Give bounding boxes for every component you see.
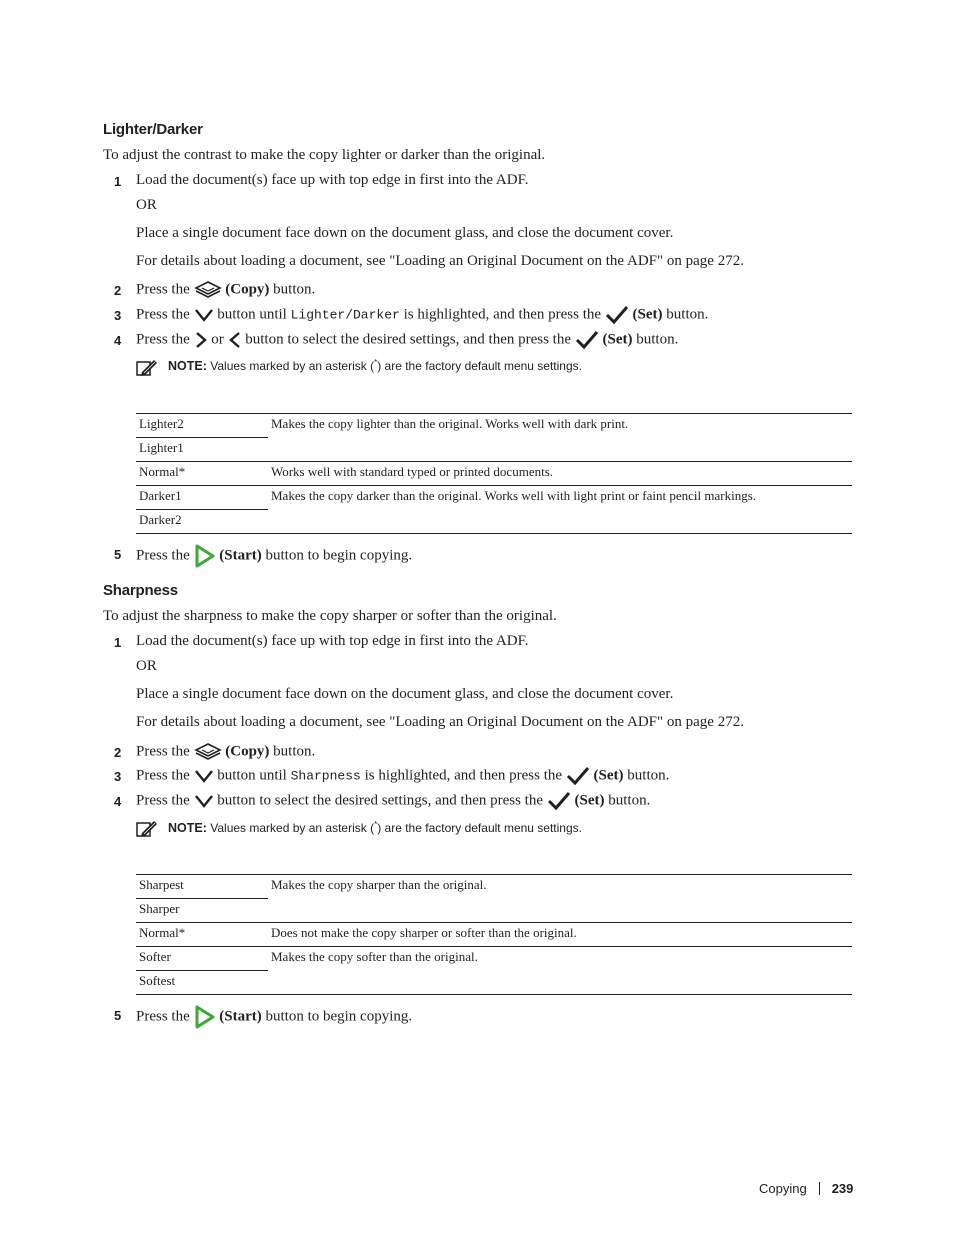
page-footer bbox=[759, 1181, 853, 1196]
note bbox=[168, 820, 582, 835]
step-text: button to select the desired settings, and then press the bbox=[245, 331, 572, 348]
step-line bbox=[136, 791, 650, 811]
option-description: Makes the copy lighter than the original. Works well with dark print. bbox=[268, 414, 852, 462]
check-icon bbox=[547, 791, 571, 811]
step-text: button. bbox=[666, 306, 709, 323]
step-text: button to begin copying. bbox=[265, 1008, 413, 1025]
option-name: Darker2 bbox=[136, 510, 268, 534]
step-details-text: For details about loading a document, see "Loading an Original Document on the ADF" on page 272. bbox=[136, 714, 744, 730]
section-heading-lighter-darker: Lighter/Darker bbox=[103, 121, 203, 138]
note-label: NOTE: bbox=[168, 821, 207, 835]
step-text: Load the document(s) face up with top edge in first into the ADF. bbox=[136, 172, 529, 188]
or-text: or bbox=[211, 331, 224, 348]
option-name: Lighter1 bbox=[136, 438, 268, 462]
option-name: Lighter2 bbox=[136, 414, 268, 438]
table-row bbox=[136, 486, 852, 510]
step-line bbox=[136, 330, 678, 350]
copy-icon bbox=[194, 742, 222, 762]
table-row bbox=[136, 462, 852, 486]
step-text: Press the bbox=[136, 547, 190, 564]
step-line bbox=[136, 280, 315, 300]
step-text: button. bbox=[608, 792, 651, 809]
right-arrow-icon bbox=[194, 331, 208, 349]
step-text: button until bbox=[217, 767, 287, 784]
step-text: is highlighted, and then press the bbox=[403, 306, 602, 323]
step-number: 1 bbox=[114, 174, 122, 189]
down-arrow-icon bbox=[194, 768, 214, 784]
note-label: NOTE: bbox=[168, 359, 207, 373]
menu-item-code: Sharpness bbox=[290, 768, 361, 784]
page-number: 239 bbox=[831, 1181, 854, 1196]
step-text: button. bbox=[636, 331, 679, 348]
table-row bbox=[136, 923, 852, 947]
check-icon bbox=[605, 305, 629, 325]
option-description: Makes the copy softer than the original. bbox=[268, 947, 852, 995]
note-icon bbox=[136, 359, 158, 382]
note-text: ) are the factory default menu settings. bbox=[377, 821, 582, 835]
step-text: button. bbox=[273, 281, 316, 298]
option-description: Makes the copy darker than the original. Works well with light print or faint pencil markings. bbox=[268, 486, 852, 534]
or-text: OR bbox=[136, 197, 157, 213]
option-name: Softest bbox=[136, 971, 268, 995]
option-name: Darker1 bbox=[136, 486, 268, 510]
step-number: 2 bbox=[114, 745, 122, 760]
step-line bbox=[136, 742, 315, 762]
note-text: Values marked by an asterisk ( bbox=[210, 359, 375, 373]
step-details-text: For details about loading a document, see "Loading an Original Document on the ADF" on page 272. bbox=[136, 253, 744, 269]
table-row bbox=[136, 414, 852, 438]
check-icon bbox=[575, 330, 599, 350]
step-text: Press the bbox=[136, 331, 190, 348]
table-row bbox=[136, 875, 852, 899]
down-arrow-icon bbox=[194, 307, 214, 323]
step-text: is highlighted, and then press the bbox=[364, 767, 563, 784]
note-text: Values marked by an asterisk ( bbox=[210, 821, 375, 835]
step-number: 1 bbox=[114, 635, 122, 650]
step-number: 3 bbox=[114, 769, 122, 784]
section-intro: To adjust the contrast to make the copy lighter or darker than the original. bbox=[103, 147, 546, 163]
step-text: button to select the desired settings, and then press the bbox=[217, 792, 544, 809]
table-row bbox=[136, 947, 852, 971]
note-icon bbox=[136, 820, 158, 843]
option-description: Makes the copy sharper than the original. bbox=[268, 875, 852, 923]
menu-item-code: Lighter/Darker bbox=[290, 307, 400, 323]
button-label: (Start) bbox=[219, 1008, 262, 1025]
step-line bbox=[136, 305, 708, 325]
or-text: OR bbox=[136, 658, 157, 674]
button-label: (Copy) bbox=[225, 281, 270, 298]
step-text: Press the bbox=[136, 743, 190, 760]
step-number: 5 bbox=[114, 547, 122, 562]
check-icon bbox=[566, 766, 590, 786]
step-text: Press the bbox=[136, 792, 190, 809]
option-name: Sharper bbox=[136, 899, 268, 923]
note-asterisk: * bbox=[374, 358, 378, 367]
step-text: Press the bbox=[136, 306, 190, 323]
step-line bbox=[136, 1005, 412, 1029]
step-number: 3 bbox=[114, 308, 122, 323]
start-icon bbox=[194, 1005, 216, 1029]
step-number: 4 bbox=[114, 333, 122, 348]
option-name: Normal* bbox=[136, 462, 268, 486]
step-number: 2 bbox=[114, 283, 122, 298]
note-text: ) are the factory default menu settings. bbox=[377, 359, 582, 373]
step-text: Press the bbox=[136, 767, 190, 784]
note bbox=[168, 358, 582, 373]
step-text: Load the document(s) face up with top edge in first into the ADF. bbox=[136, 633, 529, 649]
option-name: Softer bbox=[136, 947, 268, 971]
copy-icon bbox=[194, 280, 222, 300]
settings-table bbox=[136, 413, 852, 534]
footer-section-name: Copying bbox=[759, 1181, 807, 1196]
step-alt-text: Place a single document face down on the document glass, and close the document cover. bbox=[136, 686, 674, 702]
step-line bbox=[136, 544, 412, 568]
step-text: button. bbox=[273, 743, 316, 760]
option-name: Normal* bbox=[136, 923, 268, 947]
button-label: (Set) bbox=[632, 306, 663, 323]
button-label: (Copy) bbox=[225, 743, 270, 760]
down-arrow-icon bbox=[194, 793, 214, 809]
left-arrow-icon bbox=[228, 331, 242, 349]
start-icon bbox=[194, 544, 216, 568]
step-text: button to begin copying. bbox=[265, 547, 413, 564]
button-label: (Set) bbox=[602, 331, 633, 348]
step-text: Press the bbox=[136, 281, 190, 298]
section-heading-sharpness: Sharpness bbox=[103, 582, 178, 599]
step-text: Press the bbox=[136, 1008, 190, 1025]
step-line bbox=[136, 766, 669, 786]
step-text: button until bbox=[217, 306, 287, 323]
option-name: Sharpest bbox=[136, 875, 268, 899]
button-label: (Set) bbox=[574, 792, 605, 809]
option-description: Works well with standard typed or printed documents. bbox=[268, 462, 852, 486]
option-description: Does not make the copy sharper or softer than the original. bbox=[268, 923, 852, 947]
section-intro: To adjust the sharpness to make the copy sharper or softer than the original. bbox=[103, 608, 557, 624]
settings-table bbox=[136, 874, 852, 995]
step-alt-text: Place a single document face down on the document glass, and close the document cover. bbox=[136, 225, 674, 241]
step-number: 4 bbox=[114, 794, 122, 809]
button-label: (Start) bbox=[219, 547, 262, 564]
button-label: (Set) bbox=[593, 767, 624, 784]
footer-divider bbox=[819, 1182, 820, 1195]
note-asterisk: * bbox=[374, 820, 378, 829]
step-text: button. bbox=[627, 767, 670, 784]
step-number: 5 bbox=[114, 1008, 122, 1023]
